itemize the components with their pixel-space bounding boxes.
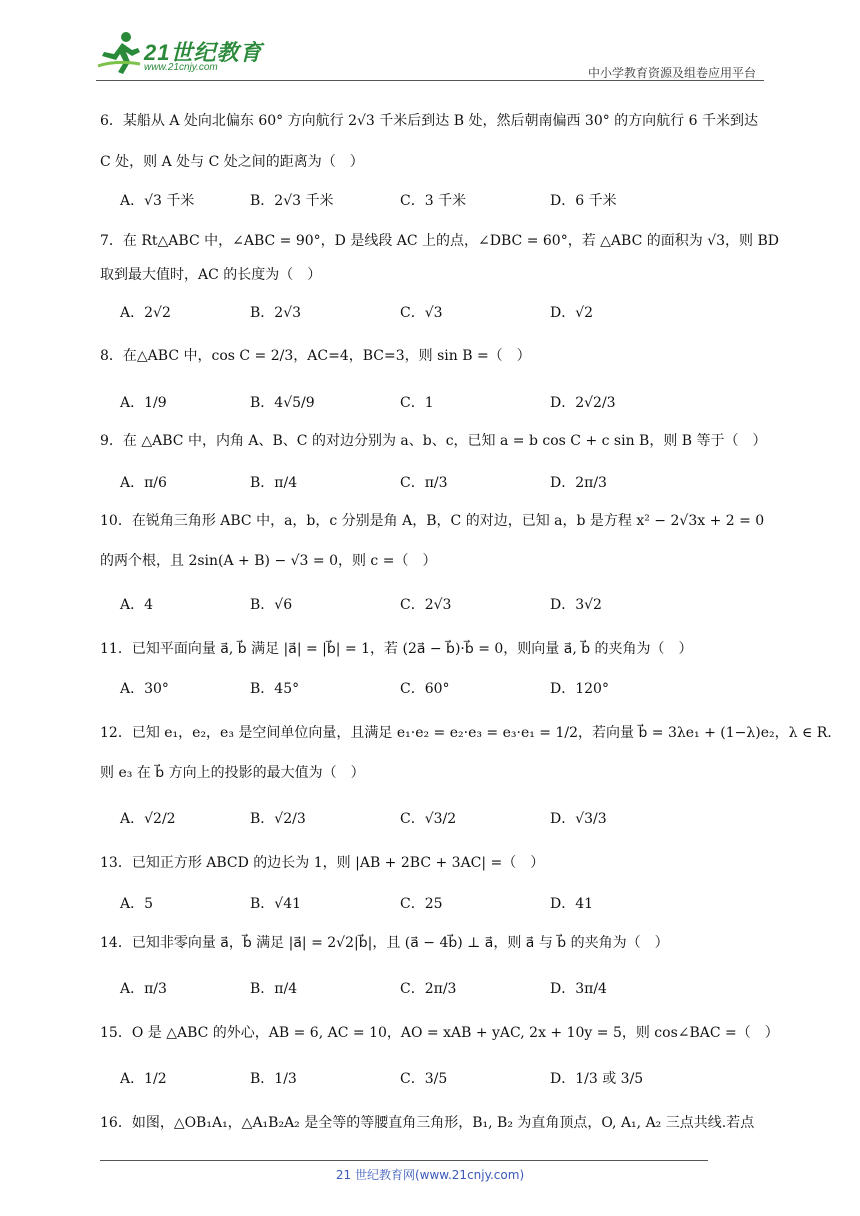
question-7-line-1: 7．在 Rt△ABC 中，∠ABC = 90°，D 是线段 AC 上的点，∠DBC = 60°，若 △ABC 的面积为 √3，则 BD [100, 233, 779, 249]
question-10-line-1: 10．在锐角三角形 ABC 中，a，b，c 分别是角 A，B，C 的对边，已知 a，b 是方程 x² − 2√3x + 2 = 0 [100, 513, 765, 529]
option-a: A．√3 千米 [120, 193, 195, 209]
option-a: A．√2/2 [120, 811, 176, 827]
footer-divider [100, 1160, 708, 1161]
question-12-line-2: 则 e₃ 在 b⃗ 方向上的投影的最大值为（ ） [100, 765, 365, 781]
header-platform-text: 中小学教育资源及组卷应用平台 [587, 66, 756, 80]
question-6-line-1: 6．某船从 A 处向北偏东 60° 方向航行 2√3 千米后到达 B 处，然后朝南偏西 30° 的方向航行 6 千米到达 [100, 113, 758, 129]
question-10-line-2: 的两个根，且 2sin(A + B) − √3 = 0，则 c =（ ） [100, 553, 437, 569]
option-d: D．2√2/3 [550, 395, 616, 411]
question-16-line-1: 16．如图，△OB₁A₁，△A₁B₂A₂ 是全等的等腰直角三角形，B₁, B₂ 为直角顶点，O, A₁, A₂ 三点共线.若点 [100, 1115, 755, 1131]
option-a: A．π/6 [120, 475, 167, 491]
question-15-line-1: 15．O 是 △ABC 的外心，AB = 6, AC = 10，AO = xAB + yAC, 2x + 10y = 5，则 cos∠BAC =（ ） [100, 1025, 779, 1041]
option-a: A．π/3 [120, 981, 167, 997]
option-c: C．√3 [400, 305, 443, 321]
option-c: C．3 千米 [400, 193, 467, 209]
option-c: C．√3/2 [400, 811, 457, 827]
option-c: C．1 [400, 395, 434, 411]
option-c: C．2π/3 [400, 981, 457, 997]
option-d: D．1/3 或 3/5 [550, 1071, 644, 1087]
question-13-line-1: 13．已知正方形 ABCD 的边长为 1，则 |AB + 2BC + 3AC| =（ ） [100, 855, 545, 871]
option-a: A．1/2 [120, 1071, 167, 1087]
option-a: A．30° [120, 681, 169, 697]
option-c: C．60° [400, 681, 450, 697]
option-b: B．45° [250, 681, 300, 697]
option-c: C．2√3 [400, 597, 452, 613]
question-14-line-1: 14．已知非零向量 a⃗，b⃗ 满足 |a⃗| = 2√2|b⃗|，且 (a⃗ − 4b⃗) ⊥ a⃗，则 a⃗ 与 b⃗ 的夹角为（ ） [100, 935, 669, 951]
question-11-line-1: 11．已知平面向量 a⃗, b⃗ 满足 |a⃗| = |b⃗| = 1，若 (2a⃗ − b⃗)·b⃗ = 0，则向量 a⃗, b⃗ 的夹角为（ ） [100, 641, 693, 657]
option-d: D．41 [550, 896, 594, 912]
option-a: A．2√2 [120, 305, 171, 321]
option-d: D．120° [550, 681, 609, 697]
logo-url: www.21cnjy.com [144, 62, 218, 73]
question-9-line-1: 9．在 △ABC 中，内角 A、B、C 的对边分别为 a、b、c，已知 a = b cos C + c sin B，则 B 等于（ ） [100, 433, 767, 449]
question-7-line-2: 取到最大值时，AC 的长度为（ ） [100, 267, 322, 283]
option-b: B．π/4 [250, 475, 298, 491]
option-c: C．25 [400, 896, 443, 912]
option-a: A．1/9 [120, 395, 167, 411]
option-c: C．3/5 [400, 1071, 448, 1087]
header-divider [96, 80, 764, 81]
option-b: B．2√3 千米 [250, 193, 334, 209]
option-d: D．6 千米 [550, 193, 617, 209]
option-a: A．4 [120, 597, 154, 613]
logo-text: 21世纪教育 [144, 40, 263, 65]
option-a: A．5 [120, 896, 154, 912]
option-d: D．√2 [550, 305, 594, 321]
option-b: B．√41 [250, 896, 302, 912]
logo [96, 30, 266, 78]
option-d: D．3√2 [550, 597, 602, 613]
option-d: D．√3/3 [550, 811, 607, 827]
option-c: C．π/3 [400, 475, 448, 491]
question-6-line-2: C 处，则 A 处与 C 处之间的距离为（ ） [100, 154, 364, 170]
option-b: B．1/3 [250, 1071, 297, 1087]
option-d: D．2π/3 [550, 475, 607, 491]
question-8-line-1: 8．在△ABC 中，cos C = 2/3，AC=4，BC=3，则 sin B =（ ） [100, 348, 531, 364]
footer-link[interactable]: 21 世纪教育网(www.21cnjy.com) [335, 1168, 525, 1182]
runner-logo-icon [96, 30, 144, 76]
page-header [96, 30, 764, 80]
option-b: B．2√3 [250, 305, 302, 321]
option-b: B．√2/3 [250, 811, 306, 827]
option-b: B．π/4 [250, 981, 298, 997]
option-b: B．√6 [250, 597, 293, 613]
option-b: B．4√5/9 [250, 395, 315, 411]
question-12-line-1: 12．已知 e₁，e₂，e₃ 是空间单位向量，且满足 e₁·e₂ = e₂·e₃ = e₃·e₁ = 1/2，若向量 b⃗ = 3λe₁ + (1−λ)e₂，λ ∈ R. [100, 725, 832, 741]
option-d: D．3π/4 [550, 981, 607, 997]
